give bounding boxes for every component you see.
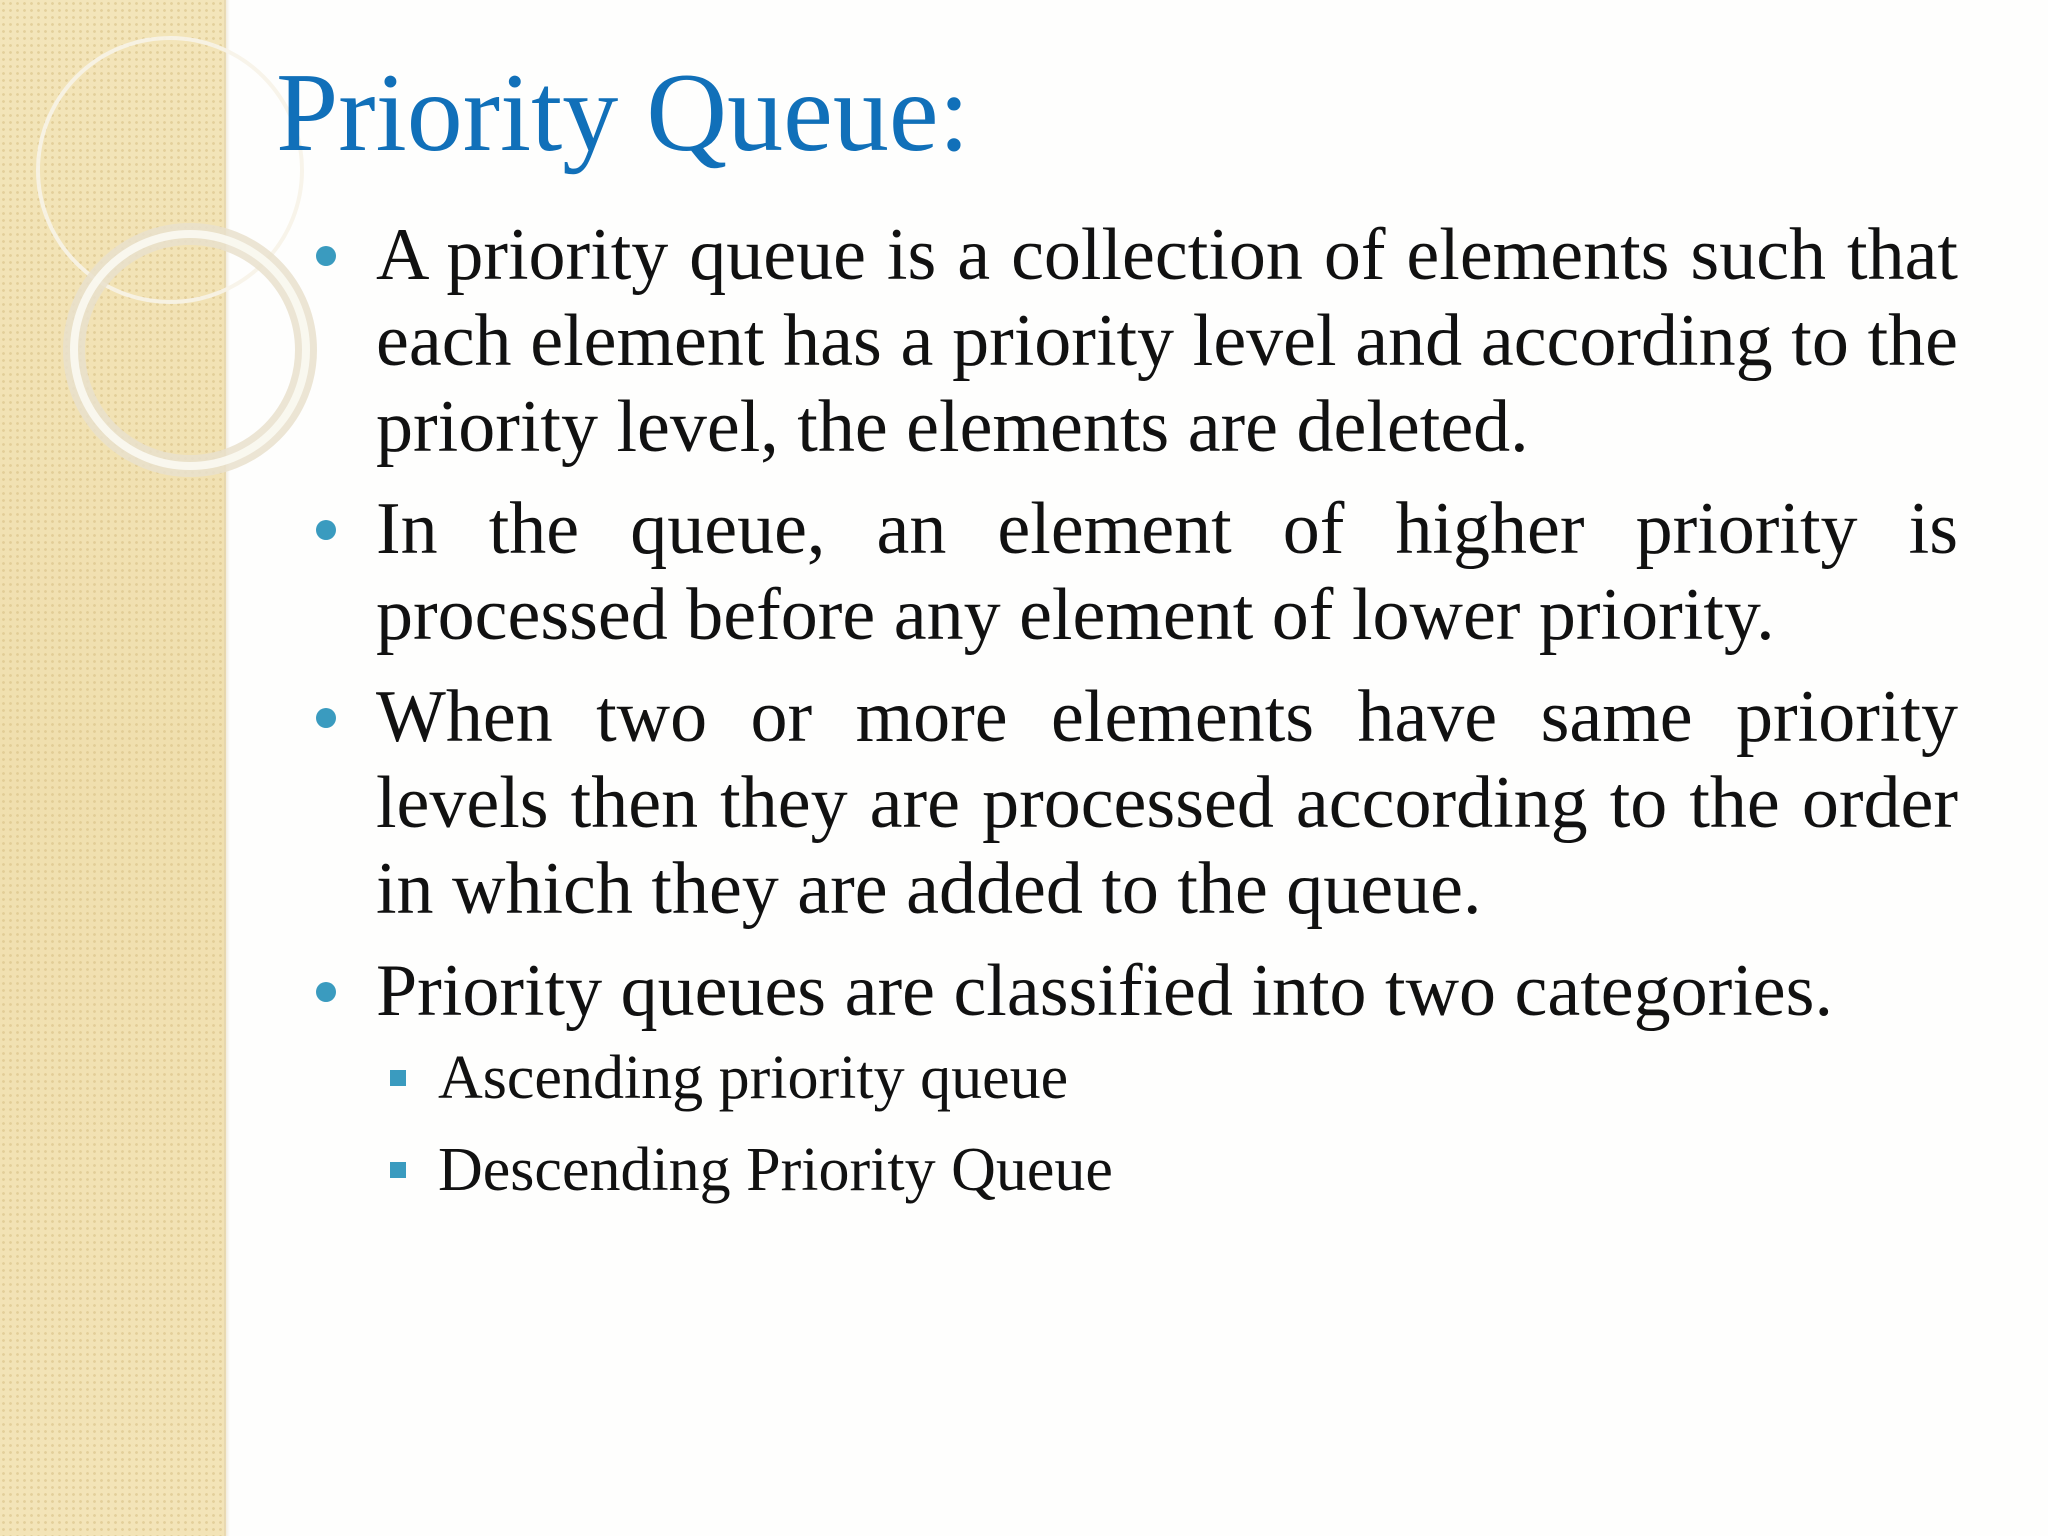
bullet-text: Priority queues are classified into two categories. [376,950,1833,1032]
square-bullet-icon [390,1070,406,1086]
round-bullet-icon [316,520,336,540]
bullet-list [316,212,1958,1224]
sub-bullet-item [316,1040,1958,1116]
bullet-text: A priority queue is a collection of elements such that each element has a priority level and according to the priority level, the elements are deleted. [376,214,1958,468]
bullet-item [316,486,1958,658]
slide-title: Priority Queue: [276,51,970,175]
sub-bullet-text: Ascending priority queue [438,1044,1069,1112]
sub-bullet-text: Descending Priority Queue [438,1136,1113,1204]
sub-bullet-list [376,1040,1958,1208]
bullet-item [316,212,1958,470]
round-bullet-icon [316,708,336,728]
bullet-item [316,948,1958,1208]
bullet-item [316,674,1958,932]
bullet-text: When two or more elements have same priority levels then they are processed according to the order in which they are added to the queue. [376,676,1958,930]
round-bullet-icon [316,982,336,1002]
bullet-text: In the queue, an element of higher priority is processed before any element of lower priority. [376,488,1958,656]
sub-bullet-item [316,1132,1958,1208]
round-bullet-icon [316,246,336,266]
square-bullet-icon [390,1162,406,1178]
